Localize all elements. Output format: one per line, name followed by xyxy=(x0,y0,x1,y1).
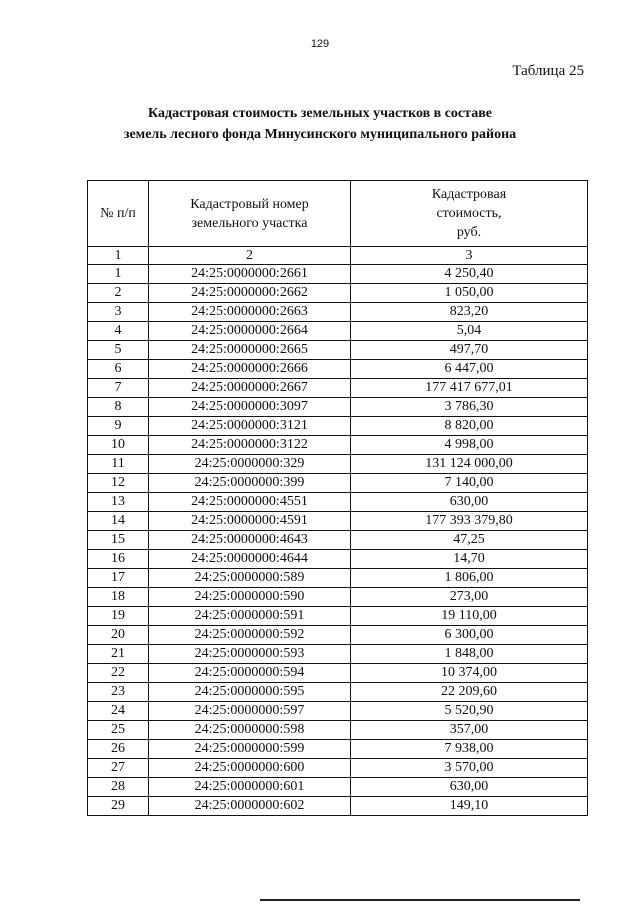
table-row xyxy=(88,588,588,607)
row-number-cell: 25 xyxy=(88,721,149,740)
cadastral-number-cell: 24:25:0000000:4551 xyxy=(149,493,351,512)
table-row xyxy=(88,778,588,797)
cadastral-number-cell: 24:25:0000000:590 xyxy=(149,588,351,607)
cadastral-value-table xyxy=(87,180,588,816)
row-number-cell: 18 xyxy=(88,588,149,607)
row-number-cell: 12 xyxy=(88,474,149,493)
row-number-cell: 14 xyxy=(88,512,149,531)
table-row xyxy=(88,436,588,455)
row-number-cell: 26 xyxy=(88,740,149,759)
cadastral-number-cell: 24:25:0000000:2666 xyxy=(149,360,351,379)
table-row xyxy=(88,797,588,816)
cadastral-value-cell: 177 417 677,01 xyxy=(351,379,588,398)
cadastral-value-cell: 5,04 xyxy=(351,322,588,341)
row-number-cell: 2 xyxy=(88,284,149,303)
row-number-cell: 10 xyxy=(88,436,149,455)
document-title-line-2: земель лесного фонда Минусинского муниципального района xyxy=(123,127,517,142)
table-row xyxy=(88,664,588,683)
header-cadastral-value-line-3: руб. xyxy=(456,225,482,240)
table-row xyxy=(88,322,588,341)
cadastral-number-cell: 24:25:0000000:2663 xyxy=(149,303,351,322)
table-row xyxy=(88,398,588,417)
table-row xyxy=(88,569,588,588)
bottom-scan-line xyxy=(260,899,580,901)
table-row xyxy=(88,417,588,436)
cadastral-number-cell: 24:25:0000000:2661 xyxy=(149,265,351,284)
cadastral-number-cell: 24:25:0000000:2664 xyxy=(149,322,351,341)
table-row xyxy=(88,759,588,778)
table-row xyxy=(88,721,588,740)
table-row xyxy=(88,265,588,284)
cadastral-number-cell: 24:25:0000000:4643 xyxy=(149,531,351,550)
table-row xyxy=(88,474,588,493)
column-number-row xyxy=(88,247,588,265)
cadastral-value-cell: 823,20 xyxy=(351,303,588,322)
cadastral-number-cell: 24:25:0000000:591 xyxy=(149,607,351,626)
cadastral-value-cell: 177 393 379,80 xyxy=(351,512,588,531)
table-row xyxy=(88,702,588,721)
cadastral-value-cell: 357,00 xyxy=(351,721,588,740)
table-row xyxy=(88,683,588,702)
cadastral-number-cell: 24:25:0000000:589 xyxy=(149,569,351,588)
row-number-cell: 3 xyxy=(88,303,149,322)
page-number: 129 xyxy=(310,38,330,50)
table-row xyxy=(88,303,588,322)
row-number-cell: 8 xyxy=(88,398,149,417)
cadastral-value-cell: 7 140,00 xyxy=(351,474,588,493)
cadastral-number-cell: 24:25:0000000:2662 xyxy=(149,284,351,303)
cadastral-number-cell: 24:25:0000000:599 xyxy=(149,740,351,759)
table-label: Таблица 25 xyxy=(512,63,584,79)
cadastral-value-cell: 5 520,90 xyxy=(351,702,588,721)
header-cadastral-value-line-2: стоимость, xyxy=(436,206,502,221)
cadastral-number-cell: 24:25:0000000:3121 xyxy=(149,417,351,436)
cadastral-value-cell: 19 110,00 xyxy=(351,607,588,626)
cadastral-number-cell: 24:25:0000000:3097 xyxy=(149,398,351,417)
cadastral-value-cell: 22 209,60 xyxy=(351,683,588,702)
table-row xyxy=(88,645,588,664)
cadastral-value-cell: 149,10 xyxy=(351,797,588,816)
cadastral-value-cell: 8 820,00 xyxy=(351,417,588,436)
header-cadastral-value-line-1: Кадастровая xyxy=(431,187,507,202)
header-cadastral-number-line-1: Кадастровый номер xyxy=(190,196,309,212)
row-number-cell: 16 xyxy=(88,550,149,569)
cadastral-number-cell: 24:25:0000000:2665 xyxy=(149,341,351,360)
cadastral-number-cell: 24:25:0000000:399 xyxy=(149,474,351,493)
document-title-line-1: Кадастровая стоимость земельных участков в составе xyxy=(148,106,492,121)
cadastral-number-cell: 24:25:0000000:4644 xyxy=(149,550,351,569)
cadastral-number-cell: 24:25:0000000:2667 xyxy=(149,379,351,398)
cadastral-value-cell: 3 786,30 xyxy=(351,398,588,417)
cadastral-value-cell: 47,25 xyxy=(351,531,588,550)
cadastral-number-cell: 24:25:0000000:600 xyxy=(149,759,351,778)
row-number-cell: 4 xyxy=(88,322,149,341)
header-row-number-label: № п/п xyxy=(100,206,136,221)
cadastral-value-cell: 4 250,40 xyxy=(351,265,588,284)
row-number-cell: 5 xyxy=(88,341,149,360)
table-row xyxy=(88,360,588,379)
cadastral-value-cell: 10 374,00 xyxy=(351,664,588,683)
row-number-cell: 22 xyxy=(88,664,149,683)
table-body xyxy=(88,265,588,816)
table-header-row xyxy=(88,181,588,247)
row-number-cell: 21 xyxy=(88,645,149,664)
row-number-cell: 29 xyxy=(88,797,149,816)
header-cadastral-number-line-2: земельного участка xyxy=(191,215,308,231)
table-row xyxy=(88,512,588,531)
row-number-cell: 1 xyxy=(88,265,149,284)
cadastral-number-cell: 24:25:0000000:592 xyxy=(149,626,351,645)
column-number-2: 2 xyxy=(149,247,351,265)
cadastral-value-cell: 7 938,00 xyxy=(351,740,588,759)
row-number-cell: 17 xyxy=(88,569,149,588)
row-number-cell: 27 xyxy=(88,759,149,778)
cadastral-number-cell: 24:25:0000000:598 xyxy=(149,721,351,740)
column-number-3: 3 xyxy=(351,247,588,265)
row-number-cell: 23 xyxy=(88,683,149,702)
cadastral-value-cell: 497,70 xyxy=(351,341,588,360)
cadastral-number-cell: 24:25:0000000:601 xyxy=(149,778,351,797)
row-number-cell: 24 xyxy=(88,702,149,721)
table-row xyxy=(88,626,588,645)
cadastral-value-cell: 630,00 xyxy=(351,493,588,512)
row-number-cell: 28 xyxy=(88,778,149,797)
row-number-cell: 9 xyxy=(88,417,149,436)
document-title xyxy=(0,103,640,145)
table-row xyxy=(88,550,588,569)
header-cadastral-number xyxy=(149,181,351,247)
cadastral-value-cell: 131 124 000,00 xyxy=(351,455,588,474)
cadastral-number-cell: 24:25:0000000:3122 xyxy=(149,436,351,455)
row-number-cell: 6 xyxy=(88,360,149,379)
row-number-cell: 20 xyxy=(88,626,149,645)
cadastral-value-cell: 630,00 xyxy=(351,778,588,797)
table-row xyxy=(88,284,588,303)
cadastral-number-cell: 24:25:0000000:594 xyxy=(149,664,351,683)
cadastral-value-cell: 6 300,00 xyxy=(351,626,588,645)
table-row xyxy=(88,455,588,474)
row-number-cell: 19 xyxy=(88,607,149,626)
cadastral-number-cell: 24:25:0000000:597 xyxy=(149,702,351,721)
row-number-cell: 15 xyxy=(88,531,149,550)
cadastral-value-cell: 1 050,00 xyxy=(351,284,588,303)
table-row xyxy=(88,607,588,626)
cadastral-value-cell: 1 806,00 xyxy=(351,569,588,588)
cadastral-number-cell: 24:25:0000000:595 xyxy=(149,683,351,702)
table-row xyxy=(88,341,588,360)
row-number-cell: 13 xyxy=(88,493,149,512)
cadastral-value-cell: 4 998,00 xyxy=(351,436,588,455)
row-number-cell: 7 xyxy=(88,379,149,398)
table-row xyxy=(88,740,588,759)
header-row-number xyxy=(88,181,149,247)
cadastral-number-cell: 24:25:0000000:602 xyxy=(149,797,351,816)
column-number-1: 1 xyxy=(88,247,149,265)
table-row xyxy=(88,493,588,512)
cadastral-value-cell: 3 570,00 xyxy=(351,759,588,778)
cadastral-value-cell: 1 848,00 xyxy=(351,645,588,664)
cadastral-value-cell: 14,70 xyxy=(351,550,588,569)
table-row xyxy=(88,379,588,398)
header-cadastral-value xyxy=(351,181,588,247)
cadastral-number-cell: 24:25:0000000:4591 xyxy=(149,512,351,531)
cadastral-number-cell: 24:25:0000000:593 xyxy=(149,645,351,664)
cadastral-value-cell: 273,00 xyxy=(351,588,588,607)
cadastral-number-cell: 24:25:0000000:329 xyxy=(149,455,351,474)
table-row xyxy=(88,531,588,550)
row-number-cell: 11 xyxy=(88,455,149,474)
cadastral-value-cell: 6 447,00 xyxy=(351,360,588,379)
